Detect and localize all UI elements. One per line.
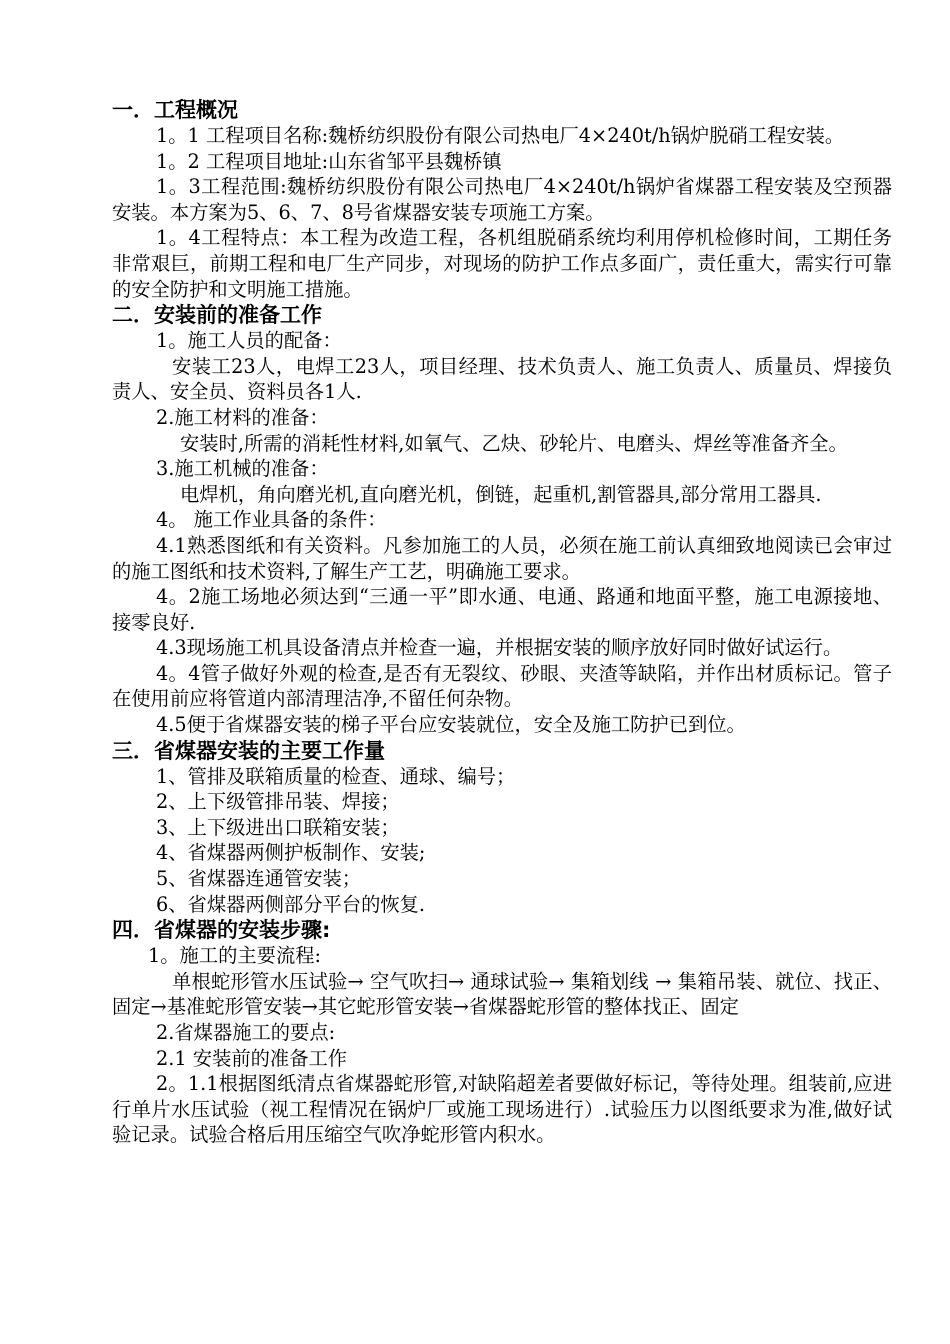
paragraph-2-3: 2.施工材料的准备：	[156, 405, 329, 429]
paragraph-2-4: 安装时,所需的消耗性材料,如氧气、乙炔、砂轮片、电磨头、焊丝等准备齐全。	[180, 431, 848, 455]
list-item: 3、上下级进出口联箱安装；	[156, 815, 400, 839]
list-item: 4、省煤器两侧护板制作、安装;	[156, 841, 426, 865]
section-heading-1: 一．工程概况	[112, 98, 238, 122]
paragraph-2-8: 4.1熟悉图纸和有关资料。凡参加施工的人员，必须在施工前认真细致地阅读已会审过的施工图纸和技术资料,了解生产工艺，明确施工要求。	[112, 533, 892, 583]
paragraph-2-5: 3.施工机械的准备：	[156, 457, 329, 481]
list-item: 6、省煤器两侧部分平台的恢复.	[156, 892, 426, 916]
section-heading-2: 二．安装前的准备工作	[112, 303, 322, 328]
section-heading-3: 三．省煤器安装的主要工作量	[112, 738, 385, 763]
paragraph-1-4: 1。4工程特点：本工程为改造工程，各机组脱硝系统均利用停机检修时间，工期任务非常艰巨，前期工程和电厂生产同步，对现场的防护工作点多面广，责任重大，需实行可靠的安全防护和文明施工措施。	[112, 226, 892, 301]
paragraph-4-4: 2.1 安装前的准备工作	[156, 1046, 348, 1070]
paragraph-2-10: 4.3现场施工机具设备清点并检查一遍，并根据安装的顺序放好同时做好试运行。	[156, 636, 843, 660]
paragraph-4-2: 单根蛇形管水压试验→ 空气吹扫→ 通球试验→ 集箱划线 → 集箱吊装、就位、找正、固定→基准蛇形管安装→其它蛇形管安装→省煤器蛇形管的整体找正、固定	[112, 969, 892, 1019]
paragraph-2-7: 4。 施工作业具备的条件：	[156, 508, 387, 532]
list-item: 5、省煤器连通管安装；	[156, 867, 362, 891]
paragraph-2-9: 4。2施工场地必须达到“三通一平”即水通、电通、路通和地面平整，施工电源接地、接零良好.	[112, 585, 892, 634]
paragraph-4-3: 2.省煤器施工的要点:	[156, 1021, 336, 1044]
paragraph-4-5: 2。1.1根据图纸清点省煤器蛇形管,对缺陷超差者要做好标记，等待处理。组装前,应进行单片水压试验（视工程情况在锅炉厂或施工现场进行）.试验压力以图纸要求为准,做好试验记录。试验合格后用压缩空气吹净蛇形管内积水。	[112, 1072, 892, 1147]
document-page	[112, 97, 892, 1148]
paragraph-2-11: 4。4管子做好外观的检查,是否有无裂纹、砂眼、夹渣等缺陷，并作出材质标记。管子在使用前应将管道内部清理洁净,不留任何杂物。	[112, 661, 892, 711]
paragraph-4-1: 1。施工的主要流程:	[148, 944, 322, 968]
paragraph-2-2: 安装工23人，电焊工23人，项目经理、技术负责人、施工负责人、质量员、焊接负责人、安全员、资料员各1人.	[112, 354, 892, 404]
paragraph-2-1: 1。施工人员的配备：	[156, 329, 342, 353]
section-heading-4: 四．省煤器的安装步骤:	[112, 918, 331, 943]
paragraph-2-12: 4.5便于省煤器安装的梯子平台应安装就位，安全及施工防护已到位。	[156, 713, 746, 737]
list-item: 2、上下级管排吊装、焊接；	[156, 790, 400, 814]
paragraph-1-2: 1。2 工程项目地址:山东省邹平县魏桥镇	[156, 149, 502, 173]
paragraph-1-1: 1。1 工程项目名称:魏桥纺织股份有限公司热电厂4×240t/h锅炉脱硝工程安装。	[156, 124, 845, 147]
paragraph-1-3: 1。3工程范围:魏桥纺织股份有限公司热电厂4×240t/h锅炉省煤器工程安装及空预器安装。本方案为5、6、7、8号省煤器安装专项施工方案。	[112, 175, 892, 224]
list-item: 1、管排及联箱质量的检查、通球、编号；	[156, 764, 516, 788]
paragraph-2-6: 电焊机，角向磨光机,直向磨光机，倒链，起重机,割管器具,部分常用工器具.	[180, 482, 822, 506]
workload-list	[112, 764, 892, 918]
